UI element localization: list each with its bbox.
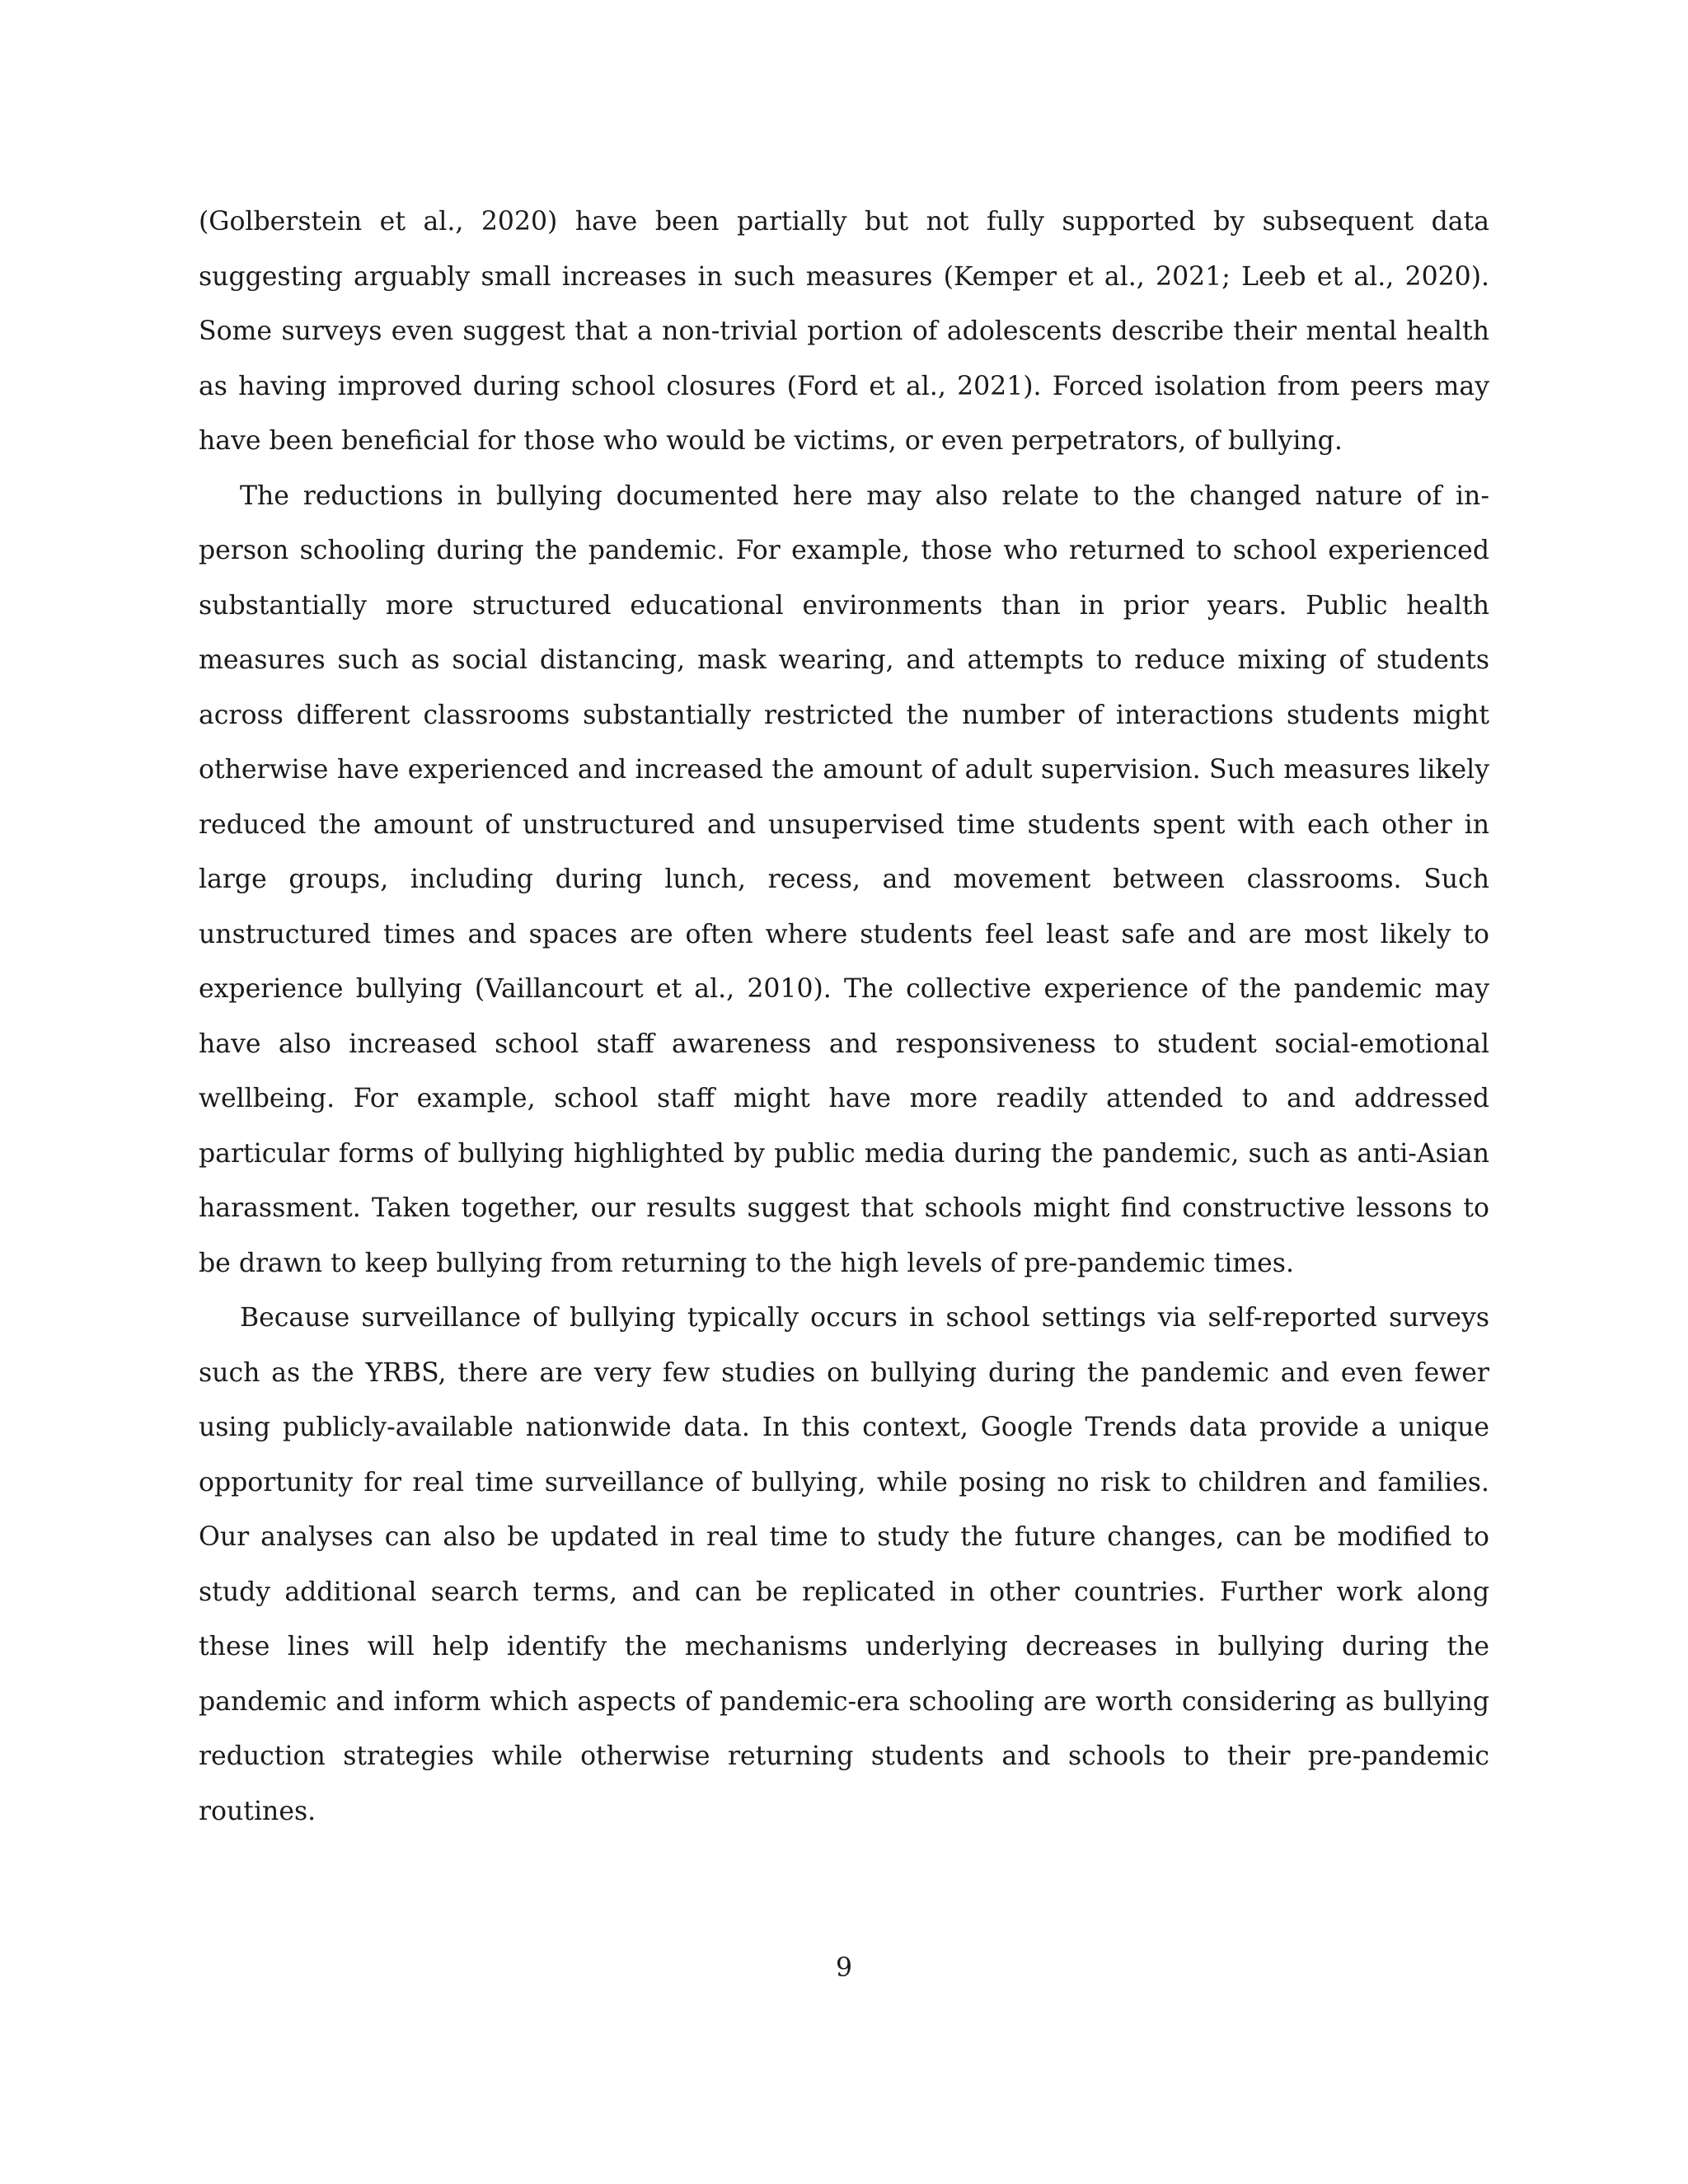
paragraph-reductions: The reductions in bullying documented here may also relate to the changed nature of in-person schooling during the pandemic. For example, those who returned to school experienced substantially more structured educational environments than in prior years. Public health measures such as social distancing, mask wearing, and attempts to reduce mixing of students across different classrooms substantially restricted the number of interactions students might otherwise have experienced and increased the amount of adult supervision. Such measures likely reduced the amount of unstructured and unsupervised time students spent with each other in large groups, including during lunch, recess, and movement between classrooms. Such unstructured times and spaces are often where students feel least safe and are most likely to experience bullying (Vaillancourt et al., 2010). The collective experience of the pandemic may have also increased school staff awareness and responsiveness to student social-emotional wellbeing. For example, school staff might have more readily attended to and addressed particular forms of bullying highlighted by public media during the pandemic, such as anti-Asian harassment. Taken together, our results suggest that schools might find constructive lessons to be drawn to keep bullying from returning to the high levels of pre-pandemic times. bbox=[199, 480, 1489, 1278]
paragraph-continuation: (Golberstein et al., 2020) have been partially but not fully supported by subsequent data suggesting arguably small increases in such measures (Kemper et al., 2021; Leeb et al., 2020). Some surveys even suggest that a non-trivial portion of adolescents describe their mental health as having improved during school closures (Ford et al., 2021). Forced isolation from peers may have been beneficial for those who would be victims, or even perpetrators, of bullying. bbox=[199, 207, 1489, 456]
page-number: 9 bbox=[835, 1953, 853, 1983]
body-text bbox=[199, 194, 1489, 1839]
paragraph-surveillance: Because surveillance of bullying typically occurs in school settings via self-reported surveys such as the YRBS, there are very few studies on bullying during the pandemic and even fewer using publicly-available nationwide data. In this context, Google Trends data provide a unique opportunity for real time surveillance of bullying, while posing no risk to children and families. Our analyses can also be updated in real time to study the future changes, can be modified to study additional search terms, and can be replicated in other countries. Further work along these lines will help identify the mechanisms underlying decreases in bullying during the pandemic and inform which aspects of pandemic-era schooling are worth considering as bullying reduction strategies while otherwise returning students and schools to their pre-pandemic routines. bbox=[199, 1303, 1489, 1826]
